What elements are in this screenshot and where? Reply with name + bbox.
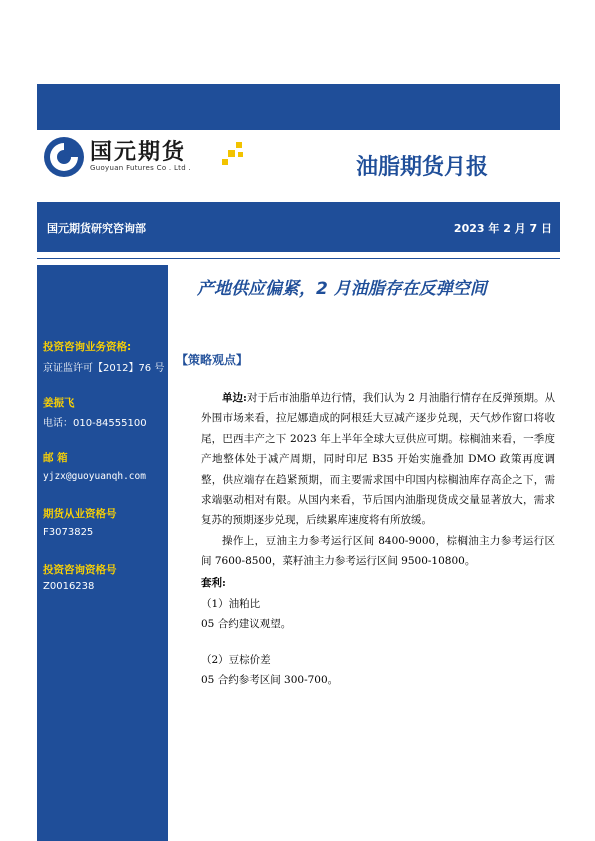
sidebar bbox=[37, 265, 168, 841]
email-label: 邮 箱 bbox=[43, 452, 68, 464]
department-label: 国元期货研究咨询部 bbox=[47, 222, 146, 235]
company-logo bbox=[42, 134, 252, 180]
report-title: 油脂期货月报 bbox=[356, 155, 489, 180]
logo-text-en: Guoyuan Futures Co . Ltd . bbox=[90, 164, 192, 172]
divider bbox=[37, 258, 560, 259]
phone-label: 电话： bbox=[43, 418, 73, 429]
futures-license-value: F3073825 bbox=[43, 527, 94, 538]
logo-emblem-icon bbox=[42, 135, 86, 179]
arbitrage-item-1-text: 05 合约建议观望。 bbox=[201, 618, 292, 630]
futures-license-label: 期货从业资格号 bbox=[43, 508, 117, 520]
arbitrage-label: 套利: bbox=[201, 577, 226, 589]
report-date: 2023 年 2 月 7 日 bbox=[453, 222, 552, 235]
email-value[interactable]: yjzx@guoyuanqh.com bbox=[43, 471, 146, 482]
analyst-phone bbox=[43, 414, 147, 429]
unilateral-lead: 单边: bbox=[222, 392, 247, 404]
logo-squares-icon bbox=[222, 142, 248, 168]
analyst-name: 姜振飞 bbox=[43, 397, 75, 409]
strategy-paragraph-unilateral bbox=[201, 388, 555, 531]
unilateral-text: 对于后市油脂单边行情，我们认为 2 月油脂行情存在反弹预期。从外围市场来看，拉尼娜造成的阿根廷大豆减产逐步兑现，天气炒作窗口将收尾，巴西丰产之下 2023 年上半年全球大豆供应可期。棕榈油来看，一季度产地整体处于减产周期，同时印尼 B35 开始实施叠加 DMO 政策再度调整，供应端存在趋紧预期，而主要需求国中印国内棕榈油库存高企之下，需求端驱动相对有限。从国内来看，节后国内油脂现货成交量显著放大，需求复苏的预期逐步兑现，后续累库速度将有所放缓。 bbox=[201, 392, 555, 527]
advisory-qualification-label: 投资咨询业务资格: bbox=[43, 341, 132, 353]
consult-license-label: 投资咨询资格号 bbox=[43, 564, 117, 576]
arbitrage-item-1-title: （1）油粕比 bbox=[201, 598, 261, 610]
phone-value: 010-84555100 bbox=[73, 418, 147, 429]
report-headline: 产地供应偏紧，2 月油脂存在反弹空间 bbox=[197, 279, 487, 299]
header-band bbox=[37, 84, 560, 130]
consult-license-value: Z0016238 bbox=[43, 581, 95, 592]
arbitrage-item-2-text: 05 合约参考区间 300-700。 bbox=[201, 674, 339, 686]
strategy-heading: 【策略观点】 bbox=[176, 353, 249, 367]
strategy-paragraph-operation: 操作上，豆油主力参考运行区间 8400-9000，棕榈油主力参考运行区间 7600-8500，菜籽油主力参考运行区间 9500-10800。 bbox=[201, 534, 555, 568]
info-bar bbox=[37, 202, 560, 252]
strategy-body bbox=[201, 388, 555, 572]
arbitrage-item-2-title: （2）豆棕价差 bbox=[201, 654, 271, 666]
advisory-qualification-value: 京证监许可【2012】76 号 bbox=[43, 363, 165, 374]
logo-text-cn: 国元期货 bbox=[90, 140, 187, 165]
